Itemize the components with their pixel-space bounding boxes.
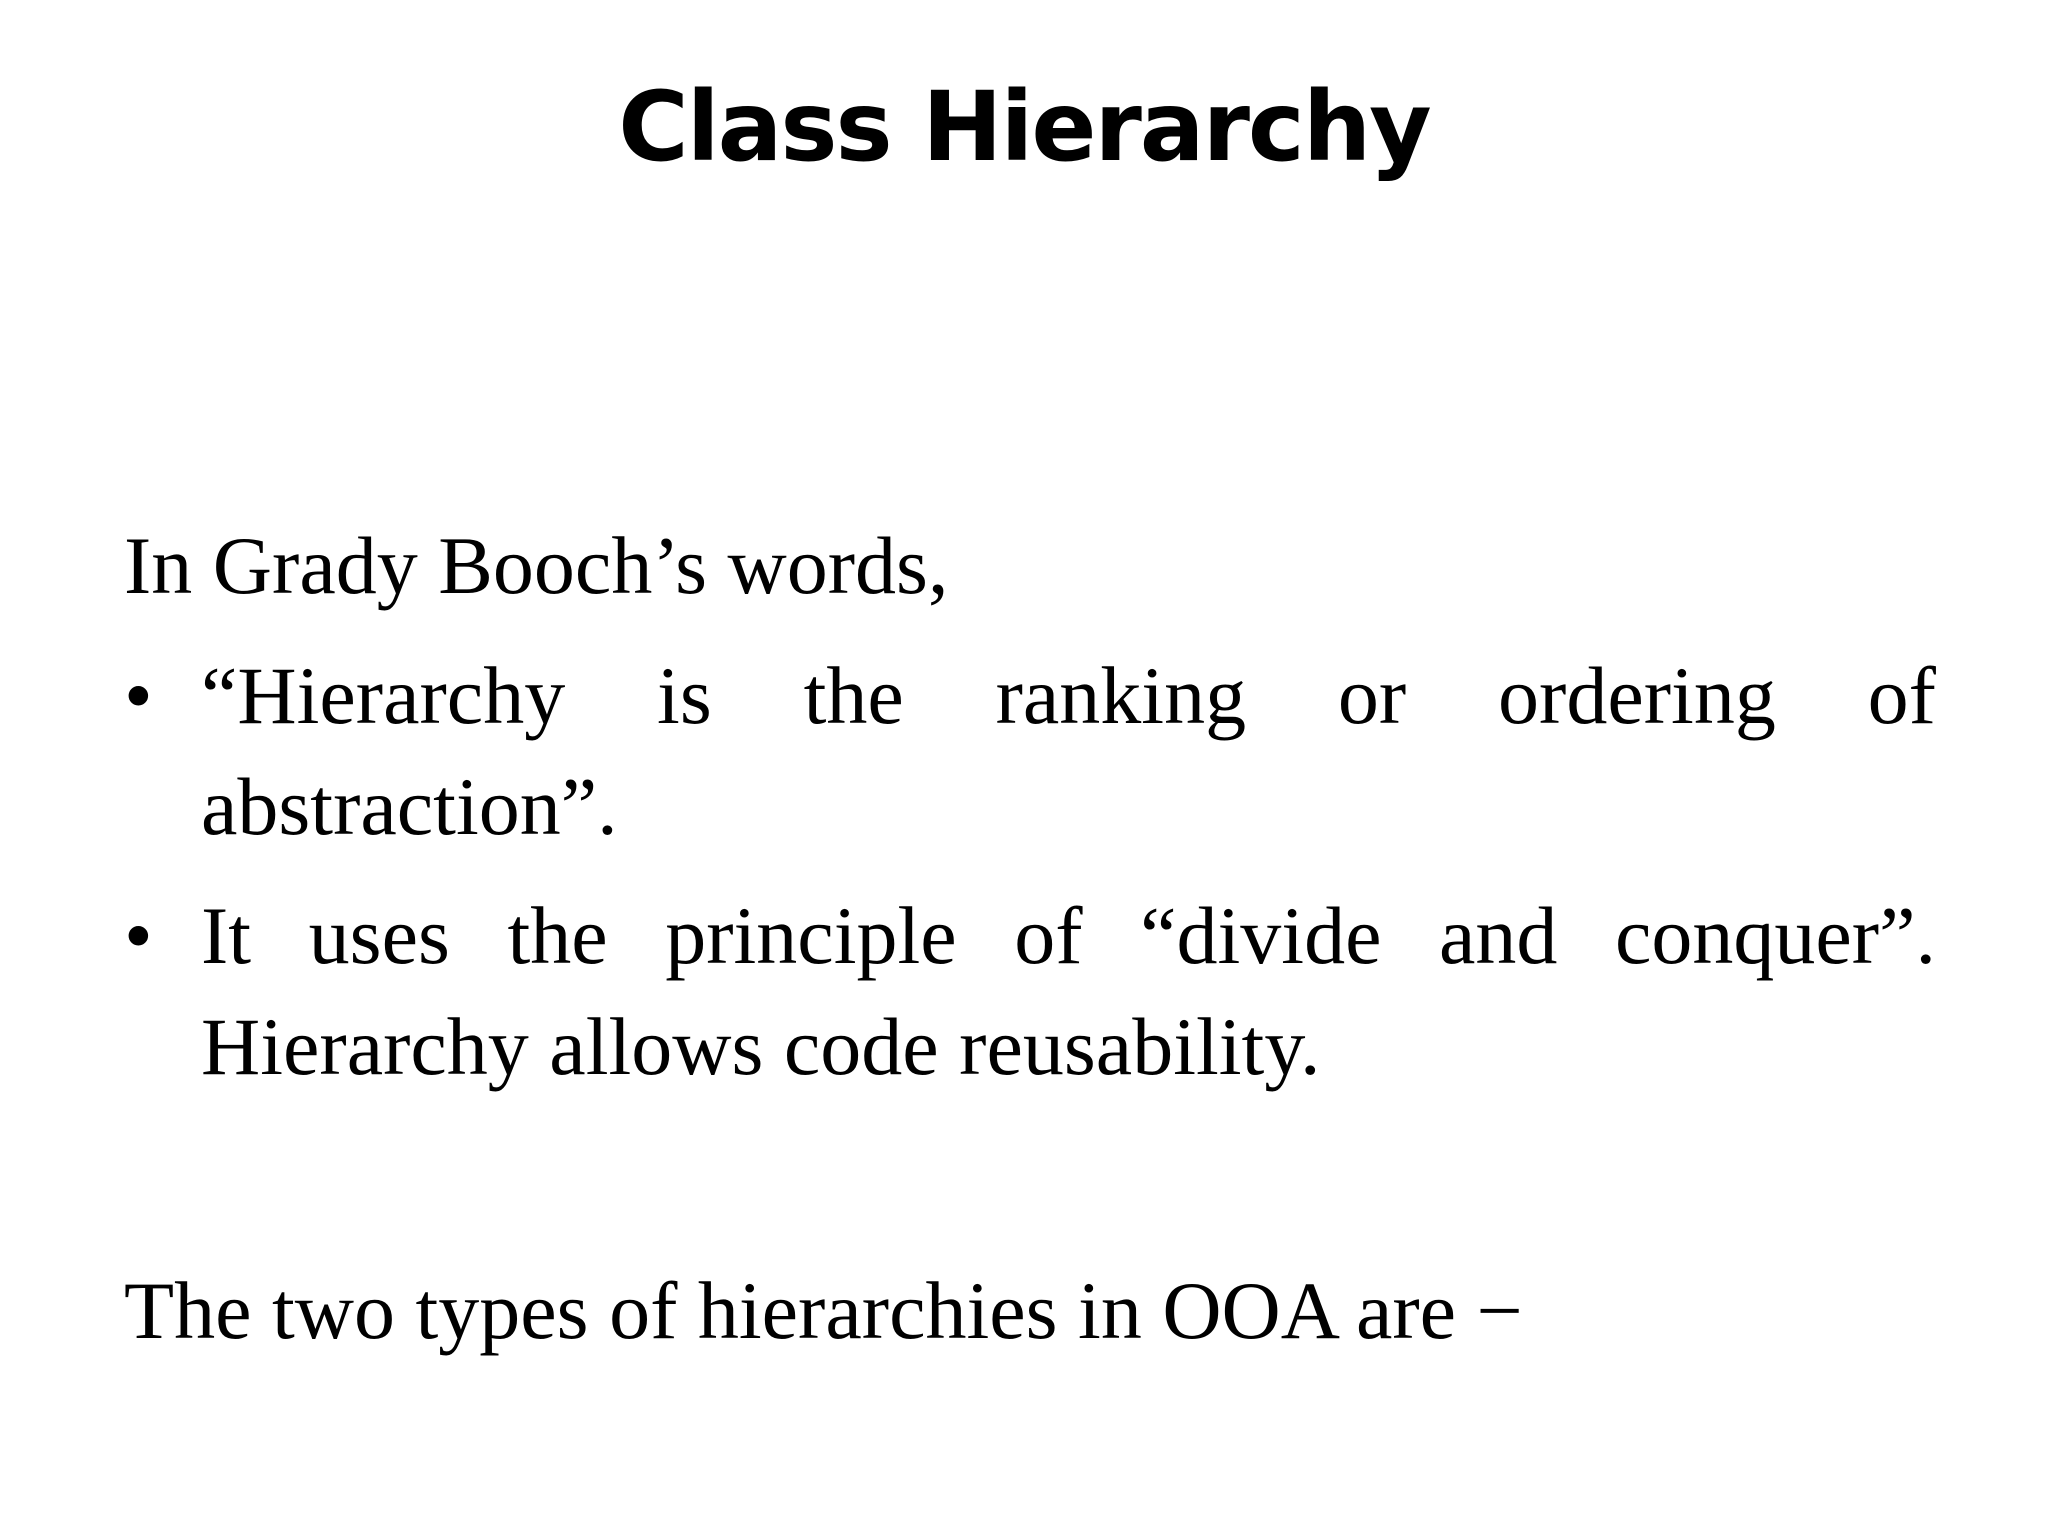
slide-title: Class Hierarchy <box>618 71 1430 183</box>
bullet-text: It uses the principle of “divide and conquer”. Hierarchy allows code reusability. <box>201 890 1936 1092</box>
closing-text: The two types of hierarchies in OOA are − <box>124 1265 1523 1356</box>
bullet-icon: • <box>124 650 153 741</box>
bullet-item <box>124 880 1936 1102</box>
intro-text: In Grady Booch’s words, <box>124 520 949 611</box>
bullet-item <box>124 640 1936 862</box>
bullet-icon: • <box>124 890 153 981</box>
bullet-text: “Hierarchy is the ranking or ordering of abstraction”. <box>201 650 1936 852</box>
bullet-list <box>124 640 1936 1120</box>
